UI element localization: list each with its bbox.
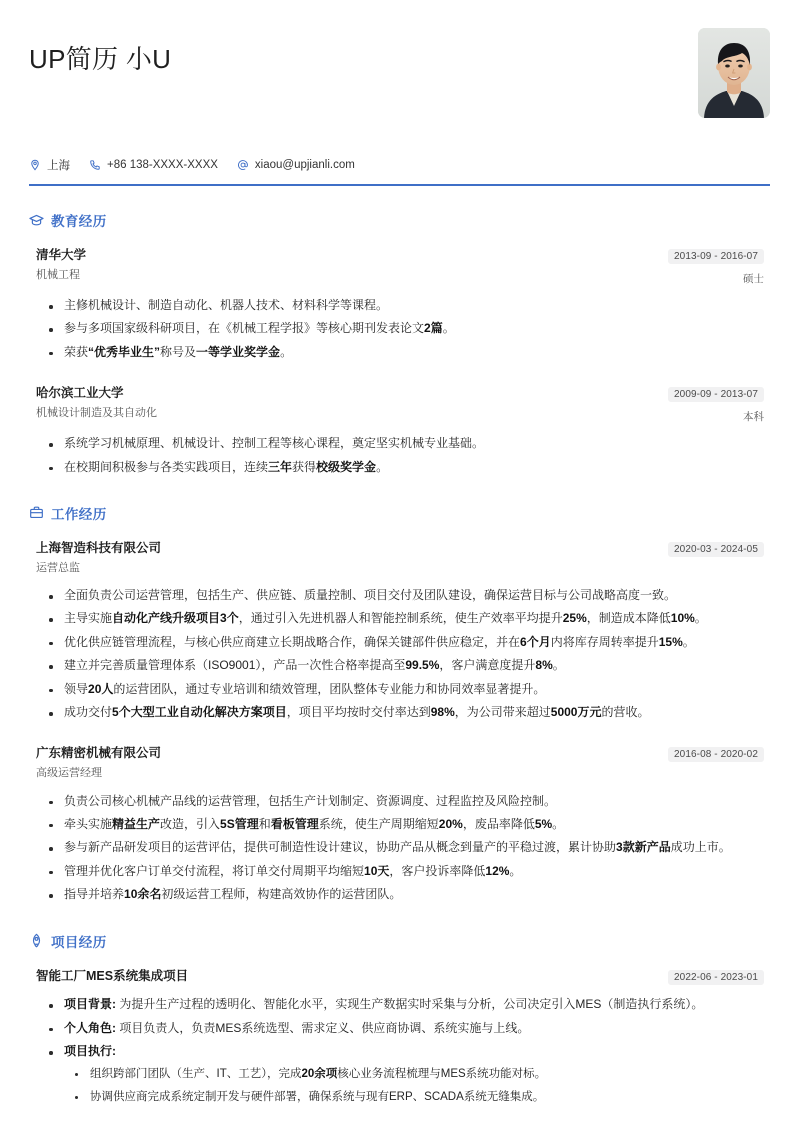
entry-meta: 本科 <box>743 411 764 424</box>
entry-title: 广东精密机械有限公司 <box>36 746 162 761</box>
bullet-list <box>36 790 764 907</box>
phone-icon <box>89 159 101 171</box>
bullet-item: 指导并培养10余名初级运营工程师，构建高效协作的运营团队。 <box>36 883 764 906</box>
bullet-item: 管理并优化客户订单交付流程，将订单交付周期平均缩短10天，客户投诉率降低12%。 <box>36 860 764 883</box>
entry <box>29 246 770 364</box>
date-badge: 2009-09 - 2013-07 <box>668 387 764 402</box>
contact-phone-text: +86 138-XXXX-XXXX <box>107 159 218 171</box>
briefcase-icon <box>29 505 44 520</box>
entry-left <box>36 246 86 283</box>
contact-location-text: 上海 <box>47 160 70 172</box>
entry-right <box>656 539 764 557</box>
entry-left <box>36 744 161 781</box>
bullet-item: 负责公司核心机械产品线的运营管理，包括生产计划制定、资源调度、过程监控及风险控制。 <box>36 790 764 813</box>
bullet-item: 参与多项国家级科研项目，在《机械工程学报》等核心期刊发表论文2篇。 <box>36 317 764 340</box>
date-badge: 2013-09 - 2016-07 <box>668 249 764 264</box>
entry-right <box>656 744 764 762</box>
entry-right <box>656 246 764 286</box>
section-education <box>29 210 770 479</box>
bullet-list <box>36 432 764 479</box>
entry-subtitle: 机械工程 <box>36 268 80 281</box>
graduation-cap-icon <box>29 213 44 228</box>
entry <box>29 539 770 724</box>
entry-title: 智能工厂MES系统集成项目 <box>36 968 189 983</box>
entry <box>29 384 770 479</box>
bullet-item: 全面负责公司运营管理，包括生产、供应链、质量控制、项目交付及团队建设，确保运营目标与公司战略高度一致。 <box>36 584 764 607</box>
entry-meta: 硕士 <box>743 273 764 285</box>
contact-email <box>237 159 355 171</box>
entry-left <box>36 384 157 421</box>
entry-title: 上海智造科技有限公司 <box>36 540 162 555</box>
entry-subtitle: 运营总监 <box>36 561 80 574</box>
date-badge: 2016-08 - 2020-02 <box>668 747 764 762</box>
section-title-project: 项目经历 <box>51 934 107 950</box>
section-title-education: 教育经历 <box>51 214 107 229</box>
entry-title: 哈尔滨工业大学 <box>36 386 124 401</box>
entry-right <box>656 384 764 424</box>
bullet-item: 项目背景: 为提升生产过程的透明化、智能化水平，实现生产数据实时采集与分析，公司决定引入MES（制造执行系统）。 <box>36 993 764 1016</box>
contact-row <box>29 157 770 173</box>
entry-top <box>36 246 764 286</box>
bullet-list <box>36 993 764 1108</box>
entry-left <box>36 967 188 986</box>
bullet-list <box>36 584 764 724</box>
bullet-item: 主导实施自动化产线升级项目3个，通过引入先进机器人和智能控制系统，使生产效率平均提升25%，制造成本降低10%。 <box>36 607 764 630</box>
bullet-item: 牵头实施精益生产改造，引入5S管理和看板管理系统，使生产周期缩短20%，废品率降低5%。 <box>36 813 764 836</box>
bullet-item: 成功交付5个大型工业自动化解决方案项目，项目平均按时交付率达到98%，为公司带来超过5000万元的营收。 <box>36 701 764 724</box>
section-project <box>29 931 770 1109</box>
sub-bullet-item: 协调供应商完成系统定制开发与硬件部署，确保系统与现有ERP、SCADA系统无缝集成。 <box>64 1086 764 1108</box>
section-header-education <box>29 210 770 230</box>
sub-bullet-list <box>64 1063 764 1108</box>
location-pin-icon <box>29 159 41 171</box>
contact-email-text: xiaou@upjianli.com <box>254 159 355 171</box>
sub-bullet-item: 组织跨部门团队（生产、IT、工艺），完成20余项核心业务流程梳理与MES系统功能对标。 <box>64 1063 764 1085</box>
page-title: UP简历 小U <box>29 44 172 74</box>
bullet-item: 优化供应链管理流程，与核心供应商建立长期战略合作，确保关键部件供应稳定，并在6个月内将库存周转率提升15%。 <box>36 631 764 654</box>
entry <box>29 967 770 1109</box>
sections-container <box>29 210 770 1108</box>
entry-title: 清华大学 <box>36 248 87 262</box>
section-work <box>29 503 770 907</box>
entry-top <box>36 384 764 424</box>
entry <box>29 744 770 906</box>
entry-top <box>36 744 764 781</box>
entry-right <box>656 967 764 985</box>
bullet-item: 主修机械设计、制造自动化、机器人技术、材料科学等课程。 <box>36 294 764 317</box>
section-header-project <box>29 931 770 951</box>
date-badge: 2022-06 - 2023-01 <box>668 970 764 985</box>
bullet-item: 系统学习机械原理、机械设计、控制工程等核心课程，奠定坚实机械专业基础。 <box>36 432 764 455</box>
bullet-item: 荣获“优秀毕业生”称号及一等学业奖学金。 <box>36 341 764 364</box>
contact-phone <box>89 159 218 171</box>
bullet-item: 建立并完善质量管理体系（ISO9001），产品一次性合格率提高至99.5%，客户满意度提升8%。 <box>36 654 764 677</box>
bullet-item: 项目执行: 组织跨部门团队（生产、IT、工艺），完成20余项核心业务流程梳理与MES系统功能对标。 协调供应商完成系统定制开发与硬件部署，确保系统与现有ERP、SCADA系统无缝集成。 <box>36 1040 764 1108</box>
bullet-item: 在校期间积极参与各类实践项目，连续三年获得校级奖学金。 <box>36 456 764 479</box>
bullet-list <box>36 294 764 364</box>
section-header-work <box>29 503 770 523</box>
date-badge: 2020-03 - 2024-05 <box>668 542 764 557</box>
resume-header <box>29 30 770 118</box>
entry-top <box>36 967 764 986</box>
entry-subtitle: 高级运营经理 <box>36 767 102 780</box>
header-divider <box>29 184 770 186</box>
entry-left <box>36 539 161 576</box>
email-at-icon <box>237 159 249 171</box>
entry-subtitle: 机械设计制造及其自动化 <box>36 406 157 419</box>
section-title-work: 工作经历 <box>51 506 107 522</box>
avatar <box>698 28 770 118</box>
entry-top <box>36 539 764 576</box>
profile-photo-icon <box>698 28 770 118</box>
bullet-item: 参与新产品研发项目的运营评估，提供可制造性设计建议，协助产品从概念到量产的平稳过渡，累计协助3款新产品成功上市。 <box>36 836 764 859</box>
rocket-icon <box>29 933 44 948</box>
bullet-item: 个人角色: 项目负责人，负责MES系统选型、需求定义、供应商协调、系统实施与上线。 <box>36 1017 764 1040</box>
header-left <box>29 30 171 75</box>
contact-location <box>29 157 70 173</box>
bullet-item: 领导20人的运营团队，通过专业培训和绩效管理，团队整体专业能力和协同效率显著提升。 <box>36 678 764 701</box>
